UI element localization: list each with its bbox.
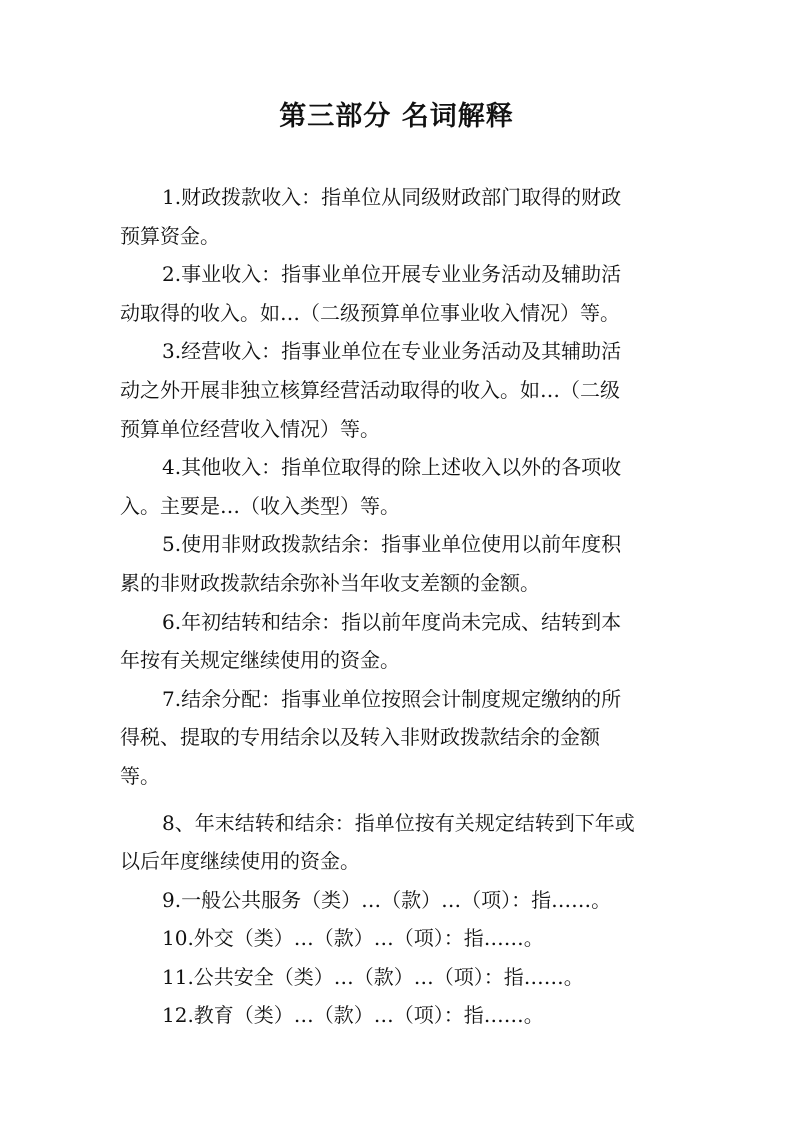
text-line: 8、年末结转和结余：指单位按有关规定结转到下年或 (162, 810, 635, 835)
text-line: 预算资金。 (120, 223, 220, 248)
text-line: 年按有关规定继续使用的资金。 (120, 648, 400, 673)
text-line: 以后年度继续使用的资金。 (120, 849, 360, 874)
text-line: 6.年初结转和结余：指以前年度尚未完成、结转到本 (162, 609, 622, 634)
text-line: 9.一般公共服务（类）…（款）…（项）：指……。 (162, 887, 612, 912)
text-line: 入。主要是…（收入类型）等。 (120, 493, 400, 518)
text-line: 4.其他收入：指单位取得的除上述收入以外的各项收 (162, 455, 622, 480)
text-line: 10.外交（类）…（款）…（项）：指……。 (162, 926, 544, 951)
text-line: 预算单位经营收入情况）等。 (120, 416, 380, 441)
text-line: 7.结余分配：指事业单位按照会计制度规定缴纳的所 (162, 686, 622, 711)
text-line: 12.教育（类）…（款）…（项）：指……。 (162, 1003, 544, 1028)
page-title: 第三部分 名词解释 (279, 101, 514, 132)
text-line: 等。 (120, 763, 160, 788)
text-line: 得税、提取的专用结余以及转入非财政拨款结余的金额 (120, 725, 600, 750)
text-line: 动之外开展非独立核算经营活动取得的收入。如…（二级 (120, 377, 620, 402)
text-line: 3.经营收入：指事业单位在专业业务活动及其辅助活 (162, 339, 622, 364)
text-line: 累的非财政拨款结余弥补当年收支差额的金额。 (120, 570, 540, 595)
document-body (120, 178, 670, 1035)
text-line: 11.公共安全（类）…（款）…（项）：指……。 (162, 964, 584, 989)
text-line: 动取得的收入。如…（二级预算单位事业收入情况）等。 (120, 300, 620, 325)
text-line: 5.使用非财政拨款结余：指事业单位使用以前年度积 (162, 532, 622, 557)
text-line: 2.事业收入：指事业单位开展专业业务活动及辅助活 (162, 262, 622, 287)
text-line: 1.财政拨款收入：指单位从同级财政部门取得的财政 (162, 185, 622, 209)
